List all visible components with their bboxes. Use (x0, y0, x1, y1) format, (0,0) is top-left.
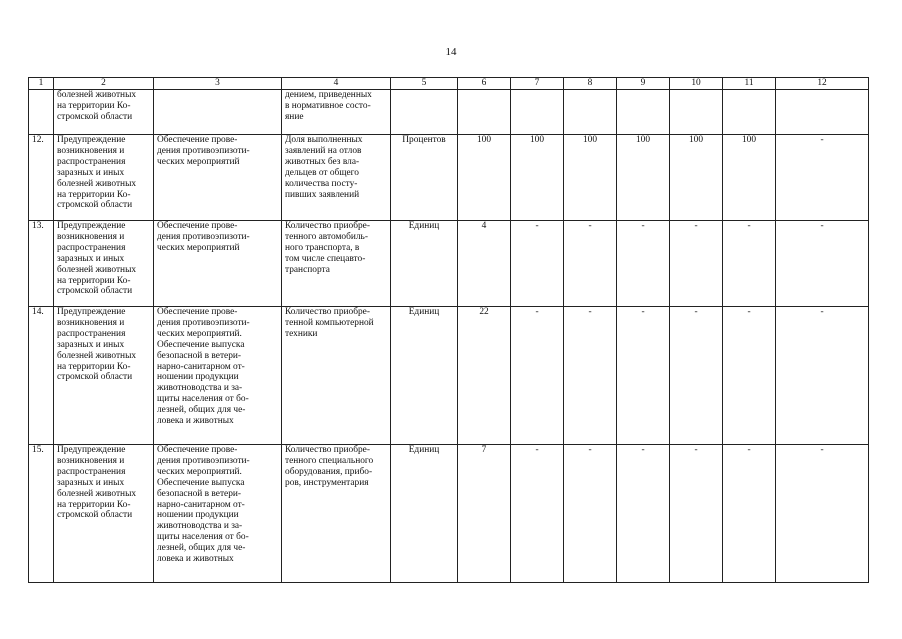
value-cell (723, 90, 776, 135)
event-cell-text: Обеспечение прове- дения противоэпизоти- ческих мероприятий. Обеспечение выпуска безопасной в ветери- нарно-санитарном от- ношении продукции животноводства и за- щиты населения от бо- лезней, общих для че- ловека и животных (157, 307, 250, 427)
value-cell-text: - (820, 445, 824, 455)
column-number-12: 12 (776, 78, 869, 90)
column-number-7: 7 (511, 78, 564, 90)
event-cell-text: Обеспечение прове- дения противоэпизоти- ческих мероприятий (157, 221, 250, 253)
indicators-table (28, 77, 869, 583)
row-number-cell-text: 14. (32, 307, 44, 317)
value-cell-text: 100 (529, 135, 545, 145)
value-cell (617, 221, 670, 307)
event-cell (154, 90, 282, 135)
table-body (29, 90, 869, 583)
table-row (29, 221, 869, 307)
column-number-11: 11 (723, 78, 776, 90)
value-cell-text: - (641, 221, 645, 231)
table-row (29, 135, 869, 221)
value-cell (511, 307, 564, 445)
value-cell-text: - (747, 307, 751, 317)
value-cell (511, 445, 564, 583)
value-cell (564, 135, 617, 221)
value-cell (564, 445, 617, 583)
value-cell (723, 221, 776, 307)
value-cell (776, 221, 869, 307)
task-cell-text: болезней животных на территории Ко- стромской области (57, 90, 137, 122)
unit-cell (391, 307, 458, 445)
indicator-cell-text: Доля выполненных заявлений на отлов животных без вла- дельцев от общего количества посту- пивших заявлений (285, 135, 363, 200)
value-cell-text: - (694, 445, 698, 455)
value-cell (670, 135, 723, 221)
unit-cell-text: Единиц (408, 445, 440, 455)
page-number: 14 (445, 46, 457, 58)
value-cell-text: 22 (479, 307, 489, 317)
column-number-2: 2 (54, 78, 154, 90)
column-number-6: 6 (458, 78, 511, 90)
value-cell (723, 307, 776, 445)
value-cell-text: - (820, 135, 824, 145)
row-number-cell (29, 307, 54, 445)
event-cell (154, 445, 282, 583)
value-cell-text: - (588, 307, 592, 317)
value-cell-text: - (641, 445, 645, 455)
row-number-cell (29, 221, 54, 307)
column-number-10: 10 (670, 78, 723, 90)
indicator-cell (282, 135, 391, 221)
unit-cell (391, 445, 458, 583)
task-cell-text: Предупреждение возникновения и распространения заразных и иных болезней животных на территории Ко- стромской области (57, 221, 137, 297)
value-cell-text: - (694, 221, 698, 231)
value-cell (458, 90, 511, 135)
value-cell (458, 307, 511, 445)
task-cell (54, 135, 154, 221)
value-cell-text: 100 (741, 135, 757, 145)
unit-cell (391, 135, 458, 221)
value-cell (458, 445, 511, 583)
indicator-cell-text: Количество приобре- тенного автомобиль- ного транспорта, в том числе спецавто- транспорта (285, 221, 370, 275)
value-cell-text: - (747, 445, 751, 455)
table-row (29, 90, 869, 135)
value-cell-text: - (535, 445, 539, 455)
column-number-5: 5 (391, 78, 458, 90)
row-number-cell (29, 135, 54, 221)
column-number-8: 8 (564, 78, 617, 90)
value-cell-text: - (588, 445, 592, 455)
unit-cell-text: Единиц (408, 307, 440, 317)
unit-cell (391, 90, 458, 135)
column-number-row (29, 78, 869, 90)
indicator-cell-text: дением, приведенных в нормативное состо- яние (285, 90, 372, 122)
value-cell (776, 445, 869, 583)
value-cell (458, 135, 511, 221)
event-cell (154, 221, 282, 307)
value-cell (617, 135, 670, 221)
value-cell (670, 221, 723, 307)
value-cell (617, 307, 670, 445)
indicator-cell (282, 221, 391, 307)
row-number-cell-text: 12. (32, 135, 44, 145)
value-cell-text: - (747, 221, 751, 231)
value-cell-text: - (535, 307, 539, 317)
event-cell-text: Обеспечение прове- дения противоэпизоти- ческих мероприятий (157, 135, 250, 167)
value-cell-text: - (694, 307, 698, 317)
value-cell (776, 90, 869, 135)
value-cell-text: 7 (481, 445, 487, 455)
indicator-cell (282, 90, 391, 135)
value-cell-text: - (535, 221, 539, 231)
event-cell (154, 307, 282, 445)
unit-cell-text: Процентов (402, 135, 446, 145)
row-number-cell-text: 13. (32, 221, 44, 231)
column-number-3: 3 (154, 78, 282, 90)
task-cell-text: Предупреждение возникновения и распространения заразных и иных болезней животных на территории Ко- стромской области (57, 445, 137, 521)
value-cell (723, 135, 776, 221)
value-cell-text: 100 (582, 135, 598, 145)
value-cell (564, 221, 617, 307)
value-cell (670, 445, 723, 583)
value-cell (511, 90, 564, 135)
task-cell (54, 90, 154, 135)
task-cell (54, 445, 154, 583)
table-row (29, 307, 869, 445)
value-cell (617, 90, 670, 135)
event-cell-text: Обеспечение прове- дения противоэпизоти- ческих мероприятий. Обеспечение выпуска безопасной в ветери- нарно-санитарном от- ношении продукции животноводства и за- щиты населения от бо- лезней, общих для че- ловека и животных (157, 445, 250, 565)
row-number-cell-text: 15. (32, 445, 44, 455)
value-cell (617, 445, 670, 583)
value-cell (564, 307, 617, 445)
value-cell (776, 135, 869, 221)
indicator-cell (282, 445, 391, 583)
indicator-cell (282, 307, 391, 445)
task-cell (54, 307, 154, 445)
table-row (29, 445, 869, 583)
value-cell (776, 307, 869, 445)
task-cell-text: Предупреждение возникновения и распространения заразных и иных болезней животных на территории Ко- стромской области (57, 135, 137, 211)
value-cell-text: - (588, 221, 592, 231)
column-number-4: 4 (282, 78, 391, 90)
value-cell-text: 100 (476, 135, 492, 145)
value-cell (670, 307, 723, 445)
value-cell (564, 90, 617, 135)
value-cell-text: 100 (688, 135, 704, 145)
value-cell (723, 445, 776, 583)
value-cell-text: 100 (635, 135, 651, 145)
row-number-cell (29, 90, 54, 135)
unit-cell (391, 221, 458, 307)
row-number-cell (29, 445, 54, 583)
value-cell (458, 221, 511, 307)
value-cell-text: - (820, 221, 824, 231)
unit-cell-text: Единиц (408, 221, 440, 231)
value-cell (511, 135, 564, 221)
task-cell-text: Предупреждение возникновения и распространения заразных и иных болезней животных на территории Ко- стромской области (57, 307, 137, 383)
value-cell-text: 4 (481, 221, 487, 231)
value-cell-text: - (820, 307, 824, 317)
value-cell (511, 221, 564, 307)
value-cell (670, 90, 723, 135)
column-number-1: 1 (29, 78, 54, 90)
indicator-cell-text: Количество приобре- тенного специального оборудования, прибо- ров, инструментария (285, 445, 374, 488)
indicator-cell-text: Количество приобре- тенной компьютерной техники (285, 307, 374, 339)
value-cell-text: - (641, 307, 645, 317)
event-cell (154, 135, 282, 221)
task-cell (54, 221, 154, 307)
column-number-9: 9 (617, 78, 670, 90)
